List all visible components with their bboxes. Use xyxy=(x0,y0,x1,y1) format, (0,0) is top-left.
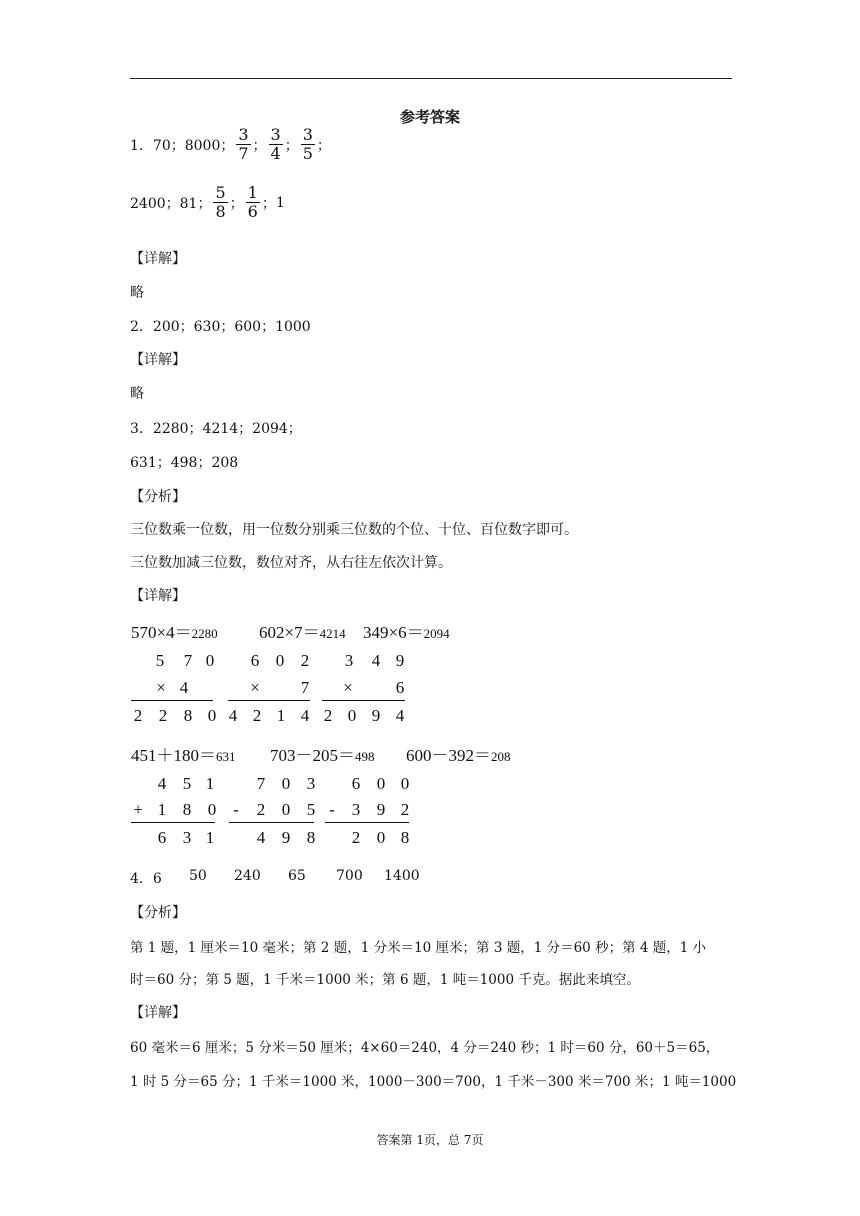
digit: 2 xyxy=(300,651,310,670)
q2-detail-label: 【详解】 xyxy=(130,352,186,368)
operator: - xyxy=(329,800,335,819)
sub-equation: 600－392＝208 xyxy=(406,746,511,765)
sum-line xyxy=(131,700,213,701)
q2-detail: 略 xyxy=(130,386,144,402)
digit: 5 xyxy=(306,800,316,819)
q4-analysis-label: 【分析】 xyxy=(130,905,186,921)
separator: ； xyxy=(284,137,299,154)
q1-row2-suffix: 1 xyxy=(275,194,285,211)
digit: 1 xyxy=(276,706,286,725)
digit: 4 xyxy=(179,678,189,697)
q4-answer-1: 4．6 xyxy=(130,871,162,887)
digit: 8 xyxy=(400,828,410,847)
digit: 6 xyxy=(351,774,361,793)
digit: 3 xyxy=(306,774,316,793)
digit: 2 xyxy=(351,828,361,847)
fraction: $\frac{1}{6}$ xyxy=(247,183,258,221)
digit: 4 xyxy=(256,828,266,847)
fraction: $\frac{3}{5}$ xyxy=(302,125,313,163)
q4-answer-5: 700 xyxy=(336,868,363,884)
digit: 8 xyxy=(182,800,192,819)
digit: 0 xyxy=(275,651,285,670)
digit: 0 xyxy=(281,800,291,819)
digit: 2 xyxy=(158,706,168,725)
digit: 0 xyxy=(205,651,215,670)
digit: 0 xyxy=(207,800,217,819)
digit: 4 xyxy=(395,706,405,725)
q4-answer-2: 50 xyxy=(189,868,207,884)
digit: 0 xyxy=(281,774,291,793)
sum-line xyxy=(322,700,405,701)
digit: 0 xyxy=(376,774,386,793)
q1-detail-label: 【详解】 xyxy=(130,251,186,267)
mul-equation: 602×7＝4214 xyxy=(259,623,346,642)
digit: 7 xyxy=(256,774,266,793)
separator: ； xyxy=(252,137,267,154)
q1-answer-row2 xyxy=(130,184,285,221)
q1-detail: 略 xyxy=(130,285,144,301)
digit: 4 xyxy=(371,651,381,670)
header-rule xyxy=(130,78,732,79)
q1-answer-row1 xyxy=(130,126,331,163)
operator: × xyxy=(250,678,260,697)
digit: 6 xyxy=(395,678,405,697)
digit: 7 xyxy=(183,651,193,670)
digit: 7 xyxy=(300,678,310,697)
digit: 6 xyxy=(250,651,260,670)
operator: × xyxy=(156,678,166,697)
fraction: $\frac{3}{7}$ xyxy=(238,125,249,163)
page-title: 参考答案 xyxy=(399,108,460,126)
q4-answer-3: 240 xyxy=(234,868,261,884)
digit: 1 xyxy=(157,800,167,819)
add-equation: 451＋180＝631 xyxy=(131,746,236,765)
q4-answer-4: 65 xyxy=(288,868,306,884)
digit: 0 xyxy=(347,706,357,725)
digit: 4 xyxy=(157,774,167,793)
page-footer: 答案第 1页，总 7页 xyxy=(376,1133,484,1147)
digit: 2 xyxy=(400,800,410,819)
digit: 8 xyxy=(306,828,316,847)
digit: 0 xyxy=(207,706,217,725)
operator: - xyxy=(233,800,239,819)
sub-equation: 703－205＝498 xyxy=(270,746,375,765)
digit: 9 xyxy=(281,828,291,847)
digit: 3 xyxy=(182,828,192,847)
q4-detail-line2: 1 时 5 分＝65 分；1 千米＝1000 米，1000－300＝700，1 千米－300 米＝700 米；1 吨＝1000 xyxy=(130,1074,737,1090)
sum-line xyxy=(131,822,215,823)
digit: 1 xyxy=(205,828,215,847)
digit: 2 xyxy=(133,706,143,725)
q3-answer-line1: 3．2280；4214；2094； xyxy=(130,421,302,437)
mul-equation: 570×4＝2280 xyxy=(131,623,218,642)
digit: 1 xyxy=(205,774,215,793)
fraction: $\frac{3}{4}$ xyxy=(270,125,281,163)
q1-row2-prefix: 2400；81； xyxy=(130,195,212,212)
separator: ； xyxy=(229,195,244,212)
q3-analysis-line2: 三位数加减三位数，数位对齐，从右往左依次计算。 xyxy=(130,555,452,571)
digit: 3 xyxy=(351,800,361,819)
q3-analysis-label: 【分析】 xyxy=(130,489,186,505)
digit: 2 xyxy=(256,800,266,819)
q3-detail-label: 【详解】 xyxy=(130,588,186,604)
q4-detail-label: 【详解】 xyxy=(130,1005,186,1021)
digit: 9 xyxy=(371,706,381,725)
sum-line xyxy=(325,822,409,823)
digit: 2 xyxy=(323,706,333,725)
q4-analysis-line2: 时＝60 分；第 5 题，1 千米＝1000 米；第 6 题，1 吨＝1000 千克。据此来填空。 xyxy=(130,972,640,988)
operator: × xyxy=(343,678,353,697)
separator: ； xyxy=(261,195,276,212)
q2-answer: 2．200；630；600；1000 xyxy=(130,319,311,335)
digit: 9 xyxy=(376,800,386,819)
digit: 2 xyxy=(252,706,262,725)
digit: 6 xyxy=(157,828,167,847)
digit: 0 xyxy=(400,774,410,793)
digit: 3 xyxy=(344,651,354,670)
digit: 5 xyxy=(182,774,192,793)
q4-detail-line1: 60 毫米＝6 厘米；5 分米＝50 厘米；4×60＝240，4 分＝240 秒；1 时＝60 分，60＋5＝65， xyxy=(130,1040,720,1056)
operator: + xyxy=(133,800,143,819)
q4-analysis-line1: 第 1 题，1 厘米＝10 毫米；第 2 题，1 分米＝10 厘米；第 3 题，1 分＝60 秒；第 4 题，1 小 xyxy=(130,940,707,956)
digit: 4 xyxy=(300,706,310,725)
q3-analysis-line1: 三位数乘一位数，用一位数分别乘三位数的个位、十位、百位数字即可。 xyxy=(130,522,578,538)
q3-answer-line2: 631；498；208 xyxy=(130,455,239,471)
separator: ； xyxy=(316,137,331,154)
sum-line xyxy=(228,700,310,701)
digit: 9 xyxy=(395,651,405,670)
digit: 8 xyxy=(183,706,193,725)
mul-equation: 349×6＝2094 xyxy=(363,623,450,642)
fraction: $\frac{5}{8}$ xyxy=(215,183,226,221)
digit: 0 xyxy=(376,828,386,847)
digit: 5 xyxy=(155,651,165,670)
q1-row1-prefix: 1．70；8000； xyxy=(130,137,235,154)
sum-line xyxy=(229,822,314,823)
digit: 4 xyxy=(228,706,238,725)
q4-answer-6: 1400 xyxy=(384,868,420,884)
